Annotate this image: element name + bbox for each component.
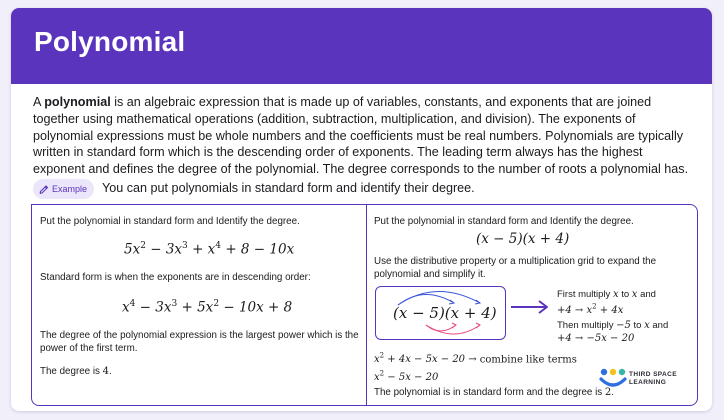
step-two: Then multiply −5 to x and +4 → −5x − 20: [557, 320, 669, 345]
original-polynomial: $5x^2 - 3x^3 + x^4 + 8 - 10x$: [124, 241, 295, 258]
left-example-panel: [31, 204, 369, 406]
pencil-icon: [39, 183, 49, 196]
expansion-steps: [557, 288, 693, 345]
intro-prefix: A: [33, 95, 45, 109]
product-expression: (x − 5)(x + 4): [476, 231, 570, 247]
page-title: Polynomial: [34, 26, 186, 57]
content-card: [11, 8, 712, 411]
degree-answer-suffix: .: [109, 366, 112, 377]
example-badge: [33, 179, 94, 199]
example-description: You can put polynomials in standard form and identify their degree.: [102, 181, 475, 195]
brand-mark-icon: [599, 367, 627, 389]
right-instruction: Put the polynomial in standard form and Identify the degree.: [374, 216, 634, 227]
degree-answer-prefix: The degree is: [40, 366, 103, 377]
right-answer: The polynomial is in standard form and the degree is 2.: [374, 387, 615, 398]
right-example-panel: [366, 204, 698, 406]
simplified-result: $x^2 - 5x - 20$: [374, 370, 439, 384]
key-term: polynomial: [44, 95, 111, 109]
expansion-diagram: [375, 286, 506, 340]
step-one: First multiply x to x and $+4 \to x^2 + 4x$: [557, 289, 656, 317]
definition-paragraph: [33, 94, 697, 178]
degree-explanation: The degree of the polynomial expression is the largest power which is the power of the first term.: [40, 330, 359, 354]
title-banner: [11, 8, 712, 84]
intro-body: is an algebraic expression that is made up of variables, constants, and exponents that are joined together using mathematical operations (addition, subtraction, multiplication, and division). The exponents of polynomial expressions must be whole numbers and the coefficients must be real numbers. Polynomials are typically written in standard form which is the descending order of exponents. The leading term always has the highest exponent and defines the degree of the polynomial. The degree corresponds to the number of roots a polynomial has.: [33, 95, 689, 177]
method-note: Use the distributive property or a multiplication grid to expand the polynomial and simplify it.: [374, 256, 657, 280]
left-instruction: Put the polynomial in standard form and Identify the degree.: [40, 216, 300, 227]
degree-answer-value: 4: [102, 366, 110, 377]
standard-form-note: Standard form is when the exponents are in descending order:: [40, 272, 311, 283]
combine-step: $x^2 + 4x - 5x - 20$ → combine like terms: [374, 352, 577, 366]
standard-form-polynomial: $x^4 - 3x^3 + 5x^2 - 10x + 8$: [122, 299, 293, 316]
right-arrow-icon: [510, 299, 550, 320]
third-space-learning-logo: [599, 367, 689, 395]
degree-answer: [40, 365, 112, 378]
brand-line-1: THIRD SPACE: [629, 371, 677, 378]
example-badge-label: Example: [52, 184, 88, 194]
diagram-expression: (x − 5)(x + 4): [393, 304, 497, 322]
brand-line-2: LEARNING: [629, 379, 667, 386]
example-row: [33, 179, 693, 199]
